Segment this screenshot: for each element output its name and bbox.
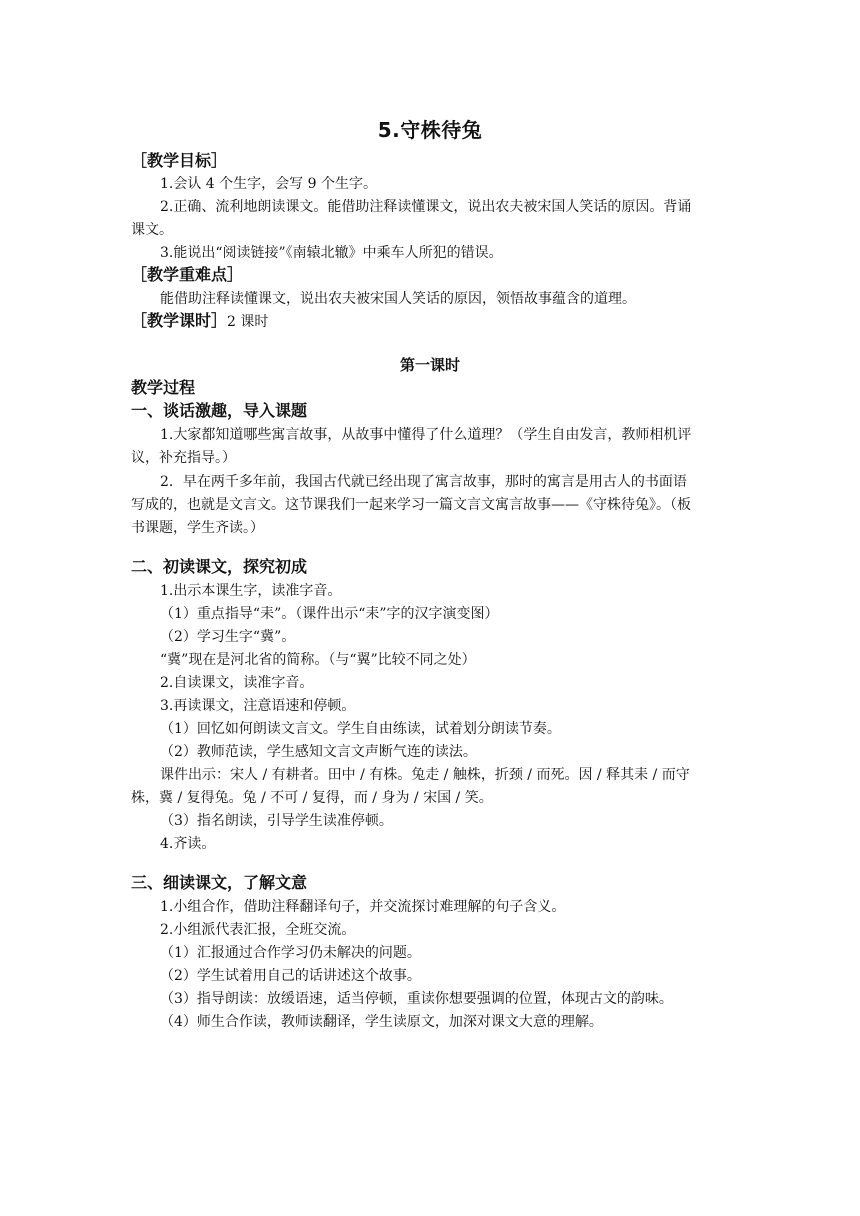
section1-line: 2．早在两千多年前，我国古代就已经出现了寓言故事，那时的寓言是用古人的书面语 bbox=[160, 474, 687, 490]
section2-heading: 二、初读课文，探究初成 bbox=[131, 557, 308, 576]
section1-line: 书课题，学生齐读。） bbox=[131, 520, 264, 536]
section2-line: 2.自读课文，读准字音。 bbox=[160, 675, 314, 691]
process-heading: 教学过程 bbox=[131, 378, 196, 397]
section1-heading: 一、谈话激趣，导入课题 bbox=[131, 401, 308, 420]
section1-line: 写成的，也就是文言文。这节课我们一起来学习一篇文言文寓言故事——《守株待兔》。（板 bbox=[131, 497, 691, 513]
section3-line: 1.小组合作，借助注释翻译句子，并交流探讨难理解的句子含义。 bbox=[160, 899, 566, 915]
objective-line: 1.会认 4 个生字，会写 9 个生字。 bbox=[160, 176, 377, 192]
section2-line: 课件出示：宋人 / 有耕者。田中 / 有株。兔走 / 触株，折颈 / 而死。因 / 释其耒 / 而守 bbox=[160, 767, 690, 783]
section2-line: （1）回忆如何朗读文言文。学生自由练读，试着划分朗读节奏。 bbox=[160, 721, 561, 737]
section1-line: 1.大家都知道哪些寓言故事，从故事中懂得了什么道理？（学生自由发言，教师相机评 bbox=[160, 427, 692, 443]
section2-line: 4.齐读。 bbox=[160, 836, 216, 852]
objective-line: 课文。 bbox=[131, 222, 173, 238]
section2-line: （3）指名朗读，引导学生读准停顿。 bbox=[160, 813, 393, 829]
section2-line: （2）教师范读，学生感知文言文声断气连的读法。 bbox=[160, 744, 477, 760]
section2-line: （1）重点指导“耒”。（课件出示“耒”字的汉字演变图） bbox=[160, 606, 499, 622]
section2-line: 株，冀 / 复得兔。兔 / 不可 / 复得，而 / 身为 / 宋国 / 笑。 bbox=[131, 790, 493, 806]
lesson-title: 第一课时 bbox=[399, 356, 460, 374]
section2-line: （2）学习生字“冀”。 bbox=[160, 629, 296, 645]
class-hours-line bbox=[131, 310, 268, 333]
section3-line: （4）师生合作读，教师读翻译，学生读原文，加深对课文大意的理解。 bbox=[160, 1014, 603, 1030]
section3-line: （1）汇报通过合作学习仍未解决的问题。 bbox=[160, 945, 421, 961]
key-points-heading: ［教学重难点］ bbox=[131, 265, 244, 284]
key-points-text: 能借助注释读懂课文，说出农夫被宋国人笑话的原因，领悟故事蕴含的道理。 bbox=[160, 291, 636, 307]
objective-line: 2.正确、流利地朗读课文。能借助注释读懂课文，说出农夫被宋国人笑话的原因。背诵 bbox=[160, 199, 692, 215]
class-hours-heading: ［教学课时］ bbox=[131, 311, 228, 330]
objectives-heading: ［教学目标］ bbox=[131, 151, 228, 170]
page-title: 5.守株待兔 bbox=[377, 118, 483, 142]
section3-heading: 三、细读课文，了解文意 bbox=[131, 873, 308, 892]
section2-line: 1.出示本课生字，读准字音。 bbox=[160, 583, 342, 599]
section3-line: 2.小组派代表汇报，全班交流。 bbox=[160, 922, 356, 938]
section2-line: “冀”现在是河北省的简称。（与“翼”比较不同之处） bbox=[160, 652, 476, 668]
section1-line: 议，补充指导。） bbox=[131, 450, 236, 466]
section2-line: 3.再读课文，注意语速和停顿。 bbox=[160, 698, 356, 714]
objective-line: 3.能说出“阅读链接”《南辕北辙》中乘车人所犯的错误。 bbox=[160, 245, 503, 261]
class-hours-value: 2 课时 bbox=[227, 314, 269, 330]
section3-line: （2）学生试着用自己的话讲述这个故事。 bbox=[160, 968, 421, 984]
section3-line: （3）指导朗读：放缓语速，适当停顿，重读你想要强调的位置，体现古文的韵味。 bbox=[160, 991, 673, 1007]
